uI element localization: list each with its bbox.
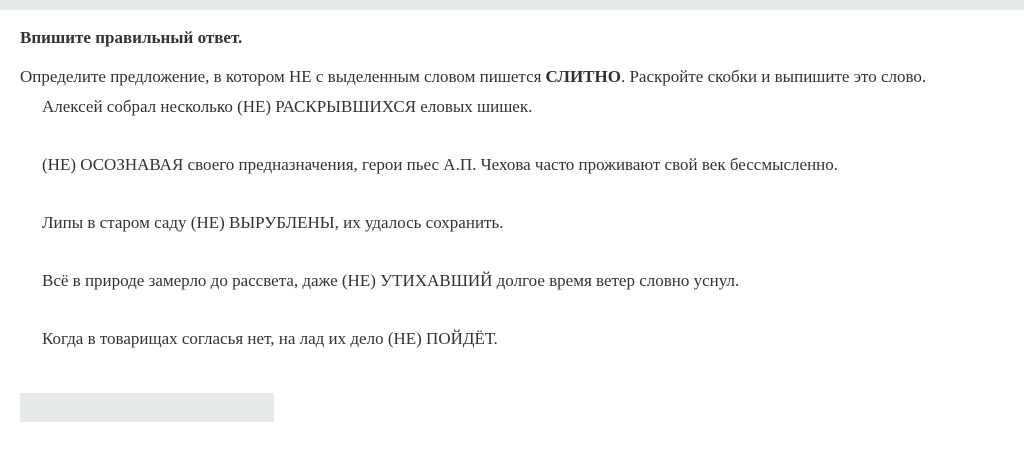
option-4: Всё в природе замерло до рассвета, даже (НЕ) УТИХАВШИЙ долгое время ветер словно уснул. bbox=[42, 271, 740, 290]
top-bar bbox=[0, 0, 1024, 10]
options-list bbox=[42, 97, 838, 387]
question-text-before: Определите предложение, в котором НЕ с выделенным словом пишется bbox=[20, 67, 542, 86]
task-title: Впишите правильный ответ. bbox=[20, 28, 243, 47]
option-2: (НЕ) ОСОЗНАВАЯ своего предназначения, герои пьес А.П. Чехова часто проживают свой век бессмысленно. bbox=[42, 155, 839, 174]
question-emphasis: СЛИТНО bbox=[545, 67, 621, 86]
option-3: Липы в старом саду (НЕ) ВЫРУБЛЕНЫ, их удалось сохранить. bbox=[42, 213, 504, 232]
question-text-after: . Раскройте скобки и выпишите это слово. bbox=[620, 67, 927, 86]
answer-input[interactable] bbox=[20, 393, 274, 422]
option-1: Алексей собрал несколько (НЕ) РАСКРЫВШИХСЯ еловых шишек. bbox=[42, 97, 533, 116]
option-5: Когда в товарищах согласья нет, на лад их дело (НЕ) ПОЙДЁТ. bbox=[42, 329, 498, 348]
question-text bbox=[20, 67, 926, 87]
